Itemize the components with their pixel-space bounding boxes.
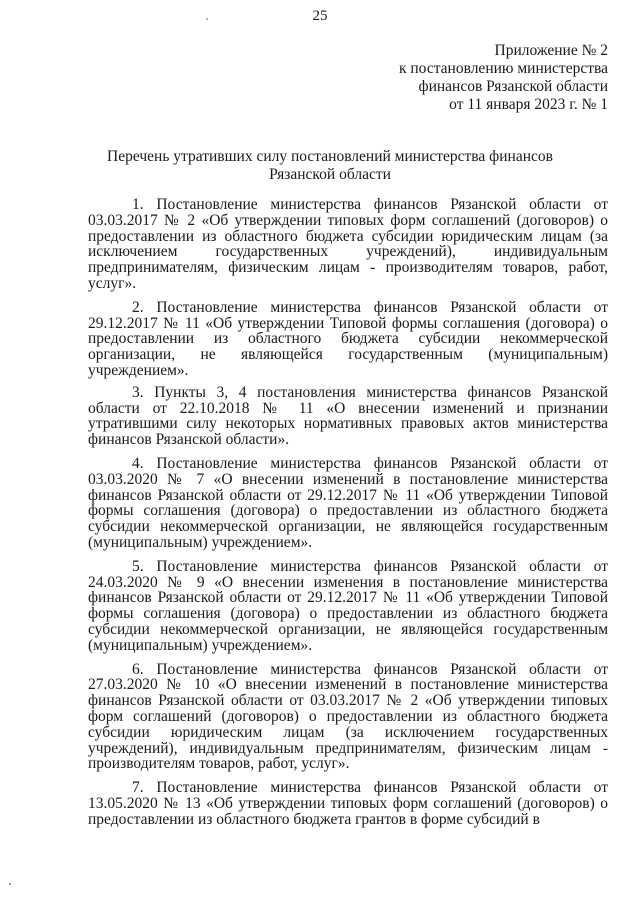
list-item: 2. Постановление министерства финансов Рязанской области от 29.12.2017 № 11 «Об утверждении Типовой формы соглашения (договора) о предоставлении из областного бюджета субсидии некоммерческой организации, не являющейся государственным (муниципальным) учреждением». — [88, 298, 608, 379]
appendix-line-2: к постановлению министерства — [398, 60, 608, 77]
list-item: 5. Постановление министерства финансов Рязанской области от 24.03.2020 № 9 «О внесении изменения в постановление министерства финансов Рязанской области от 29.12.2017 № 11 «Об утверждении Типовой формы соглашения (договора) о предоставлении из областного бюджета субсидии некоммерческой организации, не являющейся государственным (муниципальным) учреждением». — [88, 557, 608, 654]
appendix-line-3: финансов Рязанской области — [418, 78, 608, 95]
list-item: 3. Пункты 3, 4 постановления министерства финансов Рязанской области от 22.10.2018 № 11 «О внесении изменений и признании утратившими силу некоторых нормативных правовых актов министерства финансов Рязанской области». — [88, 383, 608, 449]
list-item: 7. Постановление министерства финансов Рязанской области от 13.05.2020 № 13 «Об утверждении типовых форм соглашений (договоров) о предоставлении из областного бюджета грантов в форме субсидий в — [88, 779, 608, 828]
appendix-line-1: Приложение № 2 — [494, 42, 608, 59]
appendix-line-4: от 11 января 2023 г. № 1 — [449, 96, 608, 113]
list-item: 6. Постановление министерства финансов Рязанской области от 27.03.2020 № 10 «О внесении изменений в постановление министерства финансов Рязанской области от 03.03.2017 № 2 «Об утверждении типовых форм соглашений (договоров) о предоставлении из областного бюджета субсидии юридическим лицам (за исключением государственных учреждений), индивидуальным предпринимателям, физическим лицам - производителям товаров, работ, услуг». — [88, 660, 608, 773]
list-item: 4. Постановление министерства финансов Рязанской области от 03.03.2020 № 7 «О внесении изменений в постановление министерства финансов Рязанской области от 29.12.2017 № 11 «Об утверждении Типовой формы соглашения (договора) о предоставлении из областного бюджета субсидии некоммерческой организации, не являющейся государственным (муниципальным) учреждением». — [88, 454, 608, 551]
title-line-2: Рязанской области — [269, 166, 391, 183]
title-line-1: Перечень утративших силу постановлений министерства финансов — [107, 148, 553, 165]
list-item: 1. Постановление министерства финансов Рязанской области от 03.03.2017 № 2 «Об утверждении типовых форм соглашений (договоров) о предоставлении из областного бюджета субсидии юридическим лицам (за исключением государственных учреждений), индивидуальным предпринимателям, физическим лицам - производителям товаров, работ, услуг». — [88, 196, 608, 292]
page-number: 25 — [312, 8, 328, 24]
